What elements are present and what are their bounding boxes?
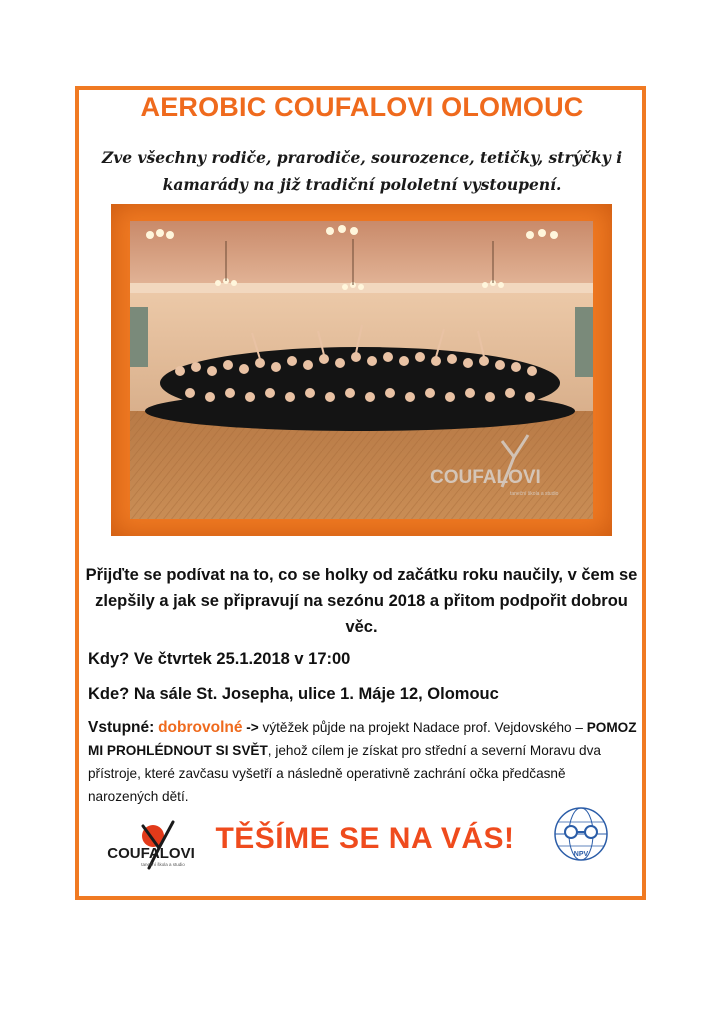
- invitation-text: Zve všechny rodiče, prarodiče, sourozence, tetičky, strýčky i kamarády na již tradiční pololetní vystoupení.: [101, 148, 623, 194]
- lead-paragraph: Přijďte se podívat na to, co se holky od začátku roku naučily, v čem se zlepšily a jak se připravují na sezónu 2018 a přitom podpořit dobrou věc.: [85, 566, 638, 636]
- group-photo: [130, 221, 593, 519]
- npv-logo-text: NPV: [573, 851, 589, 858]
- coufalovi-logo: [103, 818, 199, 874]
- entry-text-2: , jehož cílem je získat pro střední a severní Moravu dva přístroje, které zavčasu vyšetří a následně operativně zachrání očka předčasně narozených dětí.: [88, 743, 601, 804]
- page-title: AEROBIC COUFALOVI OLOMOUC: [140, 92, 584, 122]
- project-name: POMOZ MI PROHLÉDNOUT SI SVĚT: [88, 720, 637, 758]
- photo-watermark-sub: taneční škola a studio: [510, 491, 559, 497]
- entry-label: Vstupné:: [88, 719, 155, 736]
- entry-text-1: výtěžek půjde na projekt Nadace prof. Vejdovského –: [262, 720, 583, 735]
- photo-watermark: COUFALOVI: [430, 467, 541, 488]
- logo-name: COUFALOVI: [107, 845, 195, 862]
- entry-value: dobrovolné: [158, 719, 243, 736]
- npv-logo: [553, 806, 609, 866]
- closing-text: TĚŠÍME SE NA VÁS!: [215, 822, 515, 855]
- entry-arrow: ->: [246, 720, 259, 735]
- event-date: Kdy? Ve čtvrtek 25.1.2018 v 17:00: [88, 650, 351, 668]
- photo-frame: [111, 204, 612, 536]
- glasses-icon: [565, 826, 577, 838]
- event-location: Kde? Na sále St. Josepha, ulice 1. Máje 12, Olomouc: [88, 685, 499, 703]
- logo-tagline: taneční škola a studio: [141, 862, 185, 867]
- entry-paragraph: [88, 716, 638, 808]
